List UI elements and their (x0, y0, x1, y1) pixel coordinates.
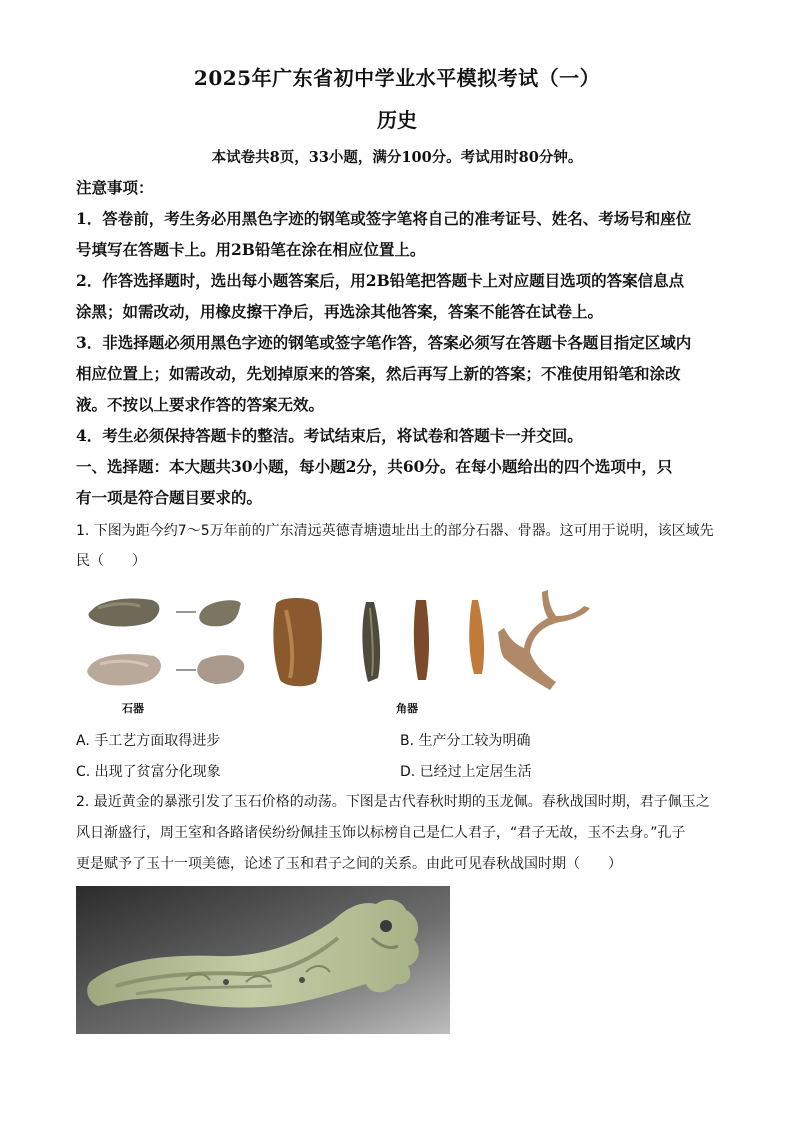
question-2-stem-cont: 风日渐盛行，周王室和各路诸侯纷纷佩挂玉饰以标榜自己是仁人君子，“君子无故，玉不去身。”孔子 (76, 825, 686, 841)
question-2-stem: 2. 最近黄金的暴涨引发了玉石价格的动荡。下图是古代春秋时期的玉龙佩。春秋战国时期，君子佩玉之 (76, 794, 710, 810)
notice-line: 4．考生必须保持答题卡的整洁。考试结束后，将试卷和答题卡一并交回。 (76, 426, 583, 445)
q1-option-b: B. 生产分工较为明确 (400, 733, 531, 749)
notice-line: 2．作答选择题时，选出每小题答案后，用2B铅笔把答题卡上对应题目选项的答案信息点 (76, 271, 685, 290)
q1-option-a: A. 手工艺方面取得进步 (76, 733, 221, 749)
notice-line: 3．非选择题必须用黑色字迹的钢笔或签字笔作答，答案必须写在答题卡各题目指定区域内 (76, 333, 692, 352)
notice-line: 相应位置上；如需改动，先划掉原来的答案，然后再写上新的答案；不准使用铅笔和涂改 (76, 364, 681, 383)
notice-line: 号填写在答题卡上。用2B铅笔在涂在相应位置上。 (76, 240, 426, 259)
caption-horn-tools: 角器 (396, 702, 418, 715)
notice-line: 液。不按以上要求作答的答案无效。 (76, 395, 325, 414)
exam-title: 2025年广东省初中学业水平模拟考试（一） (193, 66, 601, 90)
q1-artifacts-image (80, 586, 600, 716)
question-2-stem-cont: 更是赋予了玉十一项美德，论述了玉和君子之间的关系。由此可见春秋战国时期（ ） (76, 856, 622, 872)
q1-option-d: D. 已经过上定居生活 (400, 764, 532, 780)
q2-jade-dragon-image (76, 886, 450, 1034)
notice-heading: 注意事项： (76, 178, 154, 197)
exam-intro: 本试卷共8页，33小题，满分100分。考试用时80分钟。 (211, 149, 583, 166)
notice-line: 涂黑；如需改动，用橡皮擦干净后，再选涂其他答案，答案不能答在试卷上。 (76, 302, 604, 321)
question-1-stem: 1. 下图为距今约7～5万年前的广东清远英德青塘遗址出土的部分石器、骨器。这可用于说明，该区域先 (76, 523, 714, 539)
subject-title: 历史 (377, 108, 417, 132)
q1-option-c: C. 出现了贫富分化现象 (76, 764, 221, 780)
section-heading: 一、选择题：本大题共30小题，每小题2分，共60分。在每小题给出的四个选项中，只 (76, 457, 673, 476)
question-1-stem-cont: 民（ ） (76, 553, 146, 569)
notice-line: 1．答卷前，考生务必用黑色字迹的钢笔或签字笔将自己的准考证号、姓名、考场号和座位 (76, 209, 692, 228)
section-heading-cont: 有一项是符合题目要求的。 (76, 488, 263, 507)
caption-stone-tools: 石器 (122, 702, 144, 715)
